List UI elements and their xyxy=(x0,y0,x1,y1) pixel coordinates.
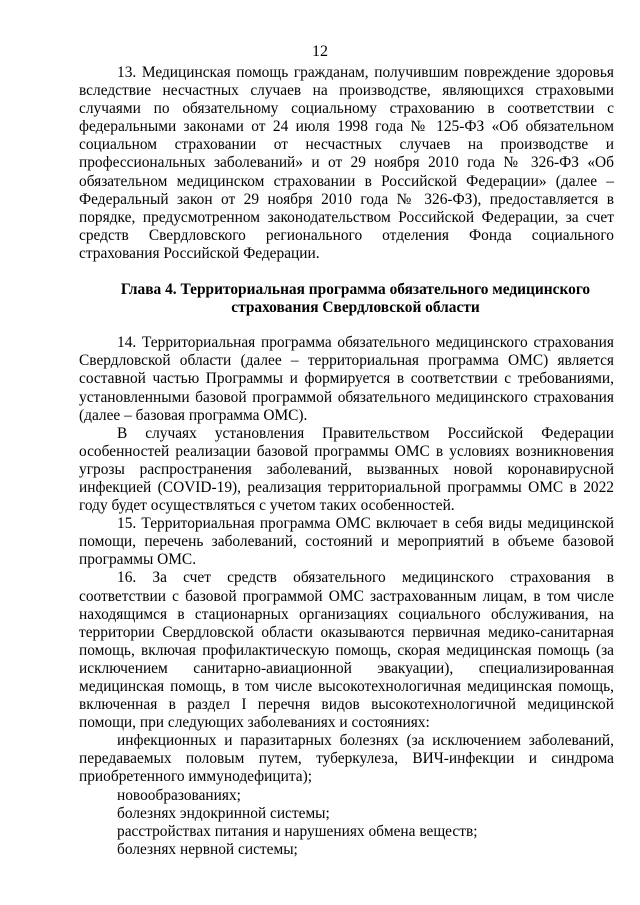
paragraph-covid: В случаях установления Правительством Российской Федерации особенностей реализации базовой программы ОМС в условиях возникновения угрозы распространения заболеваний, вызванных новой коронавирусной инфекцией (COVID-19), реализация территориальной программы ОМС в 2022 году будет осуществляться с учетом таких особенностей. xyxy=(79,424,614,515)
paragraph-13: 13. Медицинская помощь гражданам, получившим повреждение здоровья вследствие несчастных случаев на производстве, являющихся страховыми случаями по обязательному социальному страхованию в соответствии с федеральными законами от 24 июля 1998 года № 125-ФЗ «Об обязательном социальном страховании от несчастных случаев на производстве и профессиональных заболеваний» и от 29 ноября 2010 года № 326-ФЗ «Об обязательном медицинском страховании в Российской Федерации» (далее – Федеральный закон от 29 ноября 2010 года № 326-ФЗ), предоставляется в порядке, предусмотренном законодательством Российской Федерации, за счет средств Свердловского регионального отделения Фонда социального страхования Российской Федерации. xyxy=(79,64,614,262)
paragraph-14: 14. Территориальная программа обязательного медицинского страхования Свердловской области (далее – территориальная программа ОМС) является составной частью Программы и формируется в соответствии с требованиями, установленными базовой программой обязательного медицинского страхования (далее – базовая программа ОМС). xyxy=(79,334,614,424)
list-item: болезнях эндокринной системы; xyxy=(117,804,330,822)
paragraph-15: 15. Территориальная программа ОМС включает в себя виды медицинской помощи, перечень заболеваний, состояний и мероприятий в объеме базовой программы ОМС. xyxy=(79,515,614,569)
page-number: 12 xyxy=(312,43,328,60)
list-item: расстройствах питания и нарушениях обмена веществ; xyxy=(117,822,478,840)
list-item: инфекционных и паразитарных болезнях (за исключением заболеваний, передаваемых половым путем, туберкулеза, ВИЧ-инфекции и синдрома приобретенного иммунодефицита); xyxy=(79,732,614,786)
paragraph-16: 16. За счет средств обязательного медицинского страхования в соответствии с базовой программой ОМС застрахованным лицам, в том числе находящимся в стационарных организациях социального обслуживания, на территории Свердловской области оказываются первичная медико-санитарная помощь, включая профилактическую помощь, скорая медицинская помощь (за исключением санитарно-авиационной эвакуации), специализированная медицинская помощь, в том числе высокотехнологичная медицинская помощь, включенная в раздел I перечня видов высокотехнологичной медицинской помощи, при следующих заболеваниях и состояниях: xyxy=(79,569,614,732)
list-item: новообразованиях; xyxy=(117,786,241,804)
document-body xyxy=(79,64,614,859)
list-item: болезнях нервной системы; xyxy=(117,840,298,858)
chapter-heading: Глава 4. Территориальная программа обязательного медицинского страхования Свердловской области xyxy=(120,281,591,317)
